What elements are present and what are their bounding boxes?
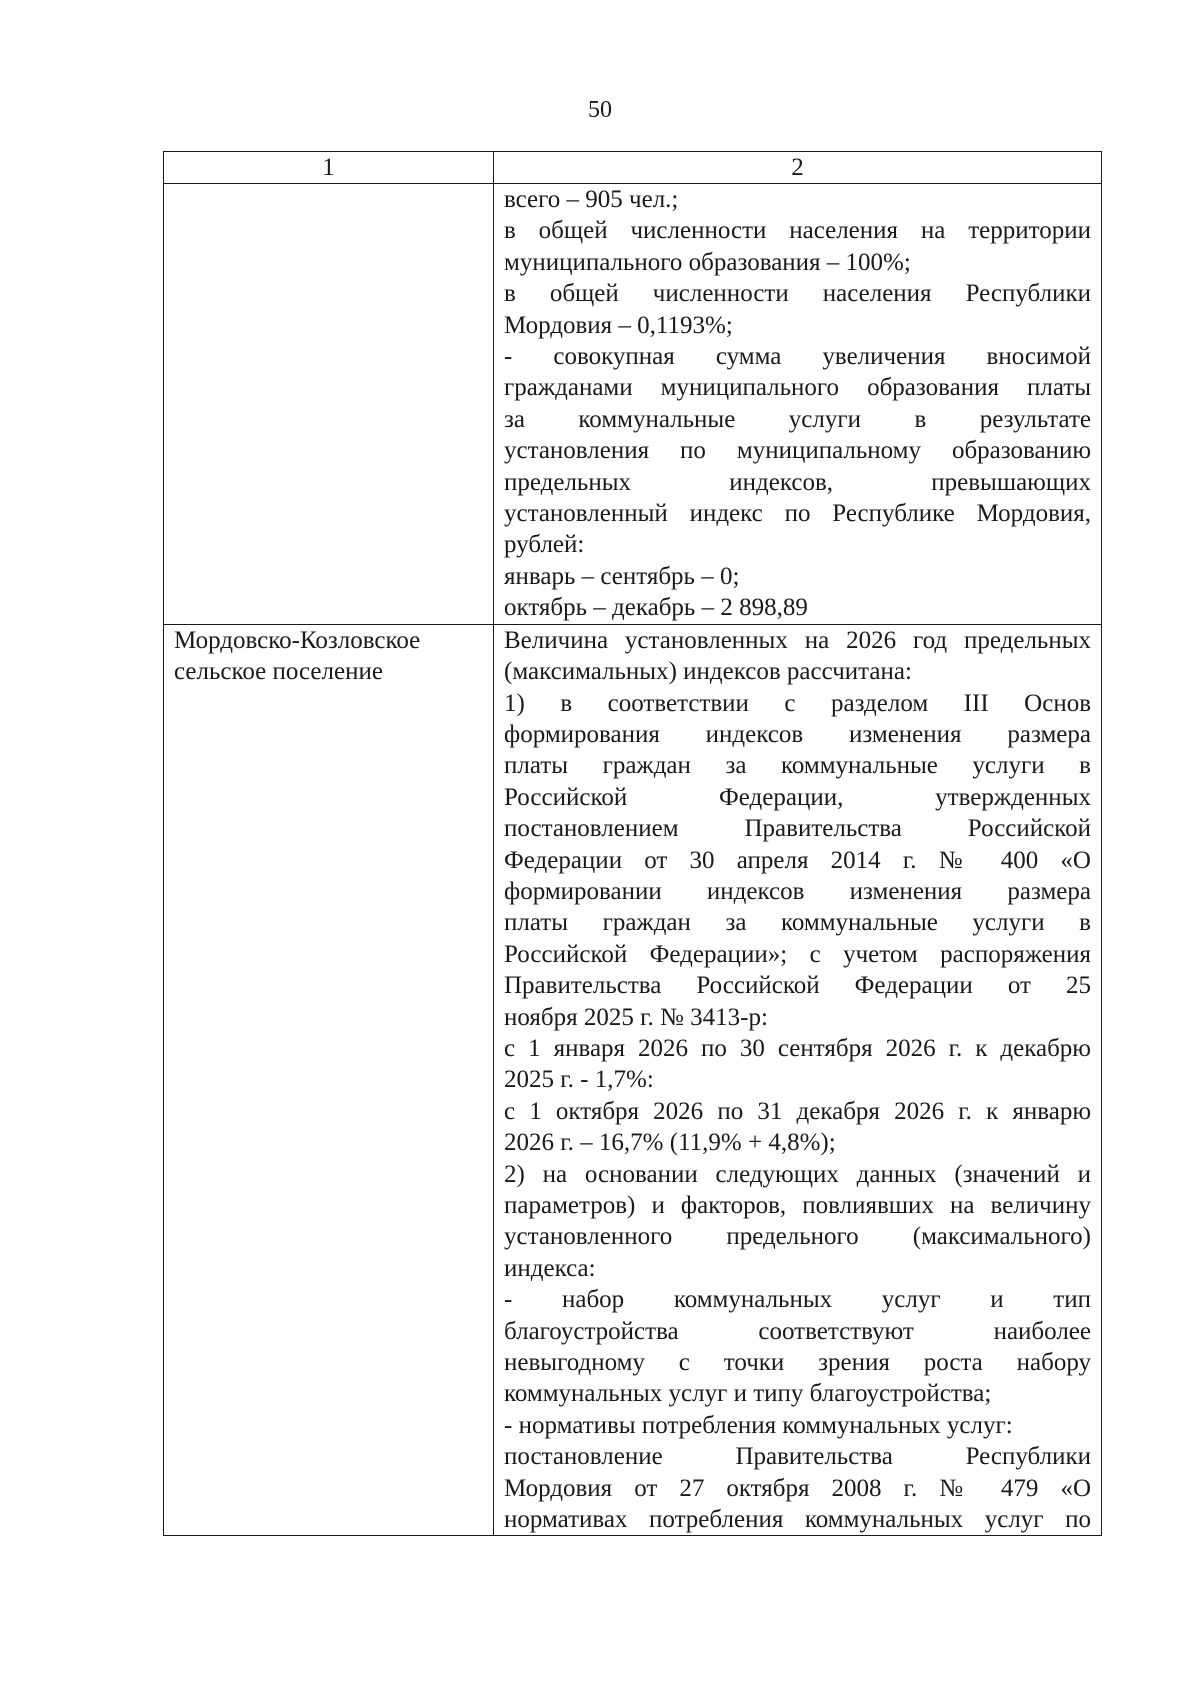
description-line: Мордовия от 27 октября 2008 г. № 479 «О	[504, 1474, 1091, 1502]
description-line: постановлением Правительства Российской	[504, 815, 1091, 843]
description-line: гражданами муниципального образования платы	[504, 374, 1091, 402]
table-row	[164, 624, 1102, 1536]
description-line: платы граждан за коммунальные услуги в	[504, 752, 1091, 780]
municipality-cell	[164, 184, 494, 625]
data-table	[163, 151, 1102, 1536]
description-cell	[494, 624, 1102, 1536]
description-line: Российской Федерации»; с учетом распоряжения	[504, 940, 1091, 968]
description-line: индекса:	[504, 1254, 596, 1282]
table-row	[164, 184, 1102, 625]
description-line: коммунальных услуг и типу благоустройства;	[504, 1380, 992, 1408]
description-line: - набор коммунальных услуг и тип	[504, 1286, 1091, 1314]
description-cell	[494, 184, 1102, 625]
description-line: формирования индексов изменения размера	[504, 720, 1091, 748]
description-line: благоустройства соответствуют наиболее	[504, 1317, 1091, 1345]
description-line: всего – 905 чел.;	[504, 186, 679, 213]
municipality-cell	[164, 624, 494, 1536]
description-line: установления по муниципальному образованию	[504, 437, 1091, 465]
description-line: платы граждан за коммунальные услуги в	[504, 909, 1091, 937]
description-line: Правительства Российской Федерации от 25	[504, 972, 1091, 1000]
description-line: - совокупная сумма увеличения вносимой	[504, 343, 1091, 371]
table-header-row	[164, 152, 1102, 184]
description-line: за коммунальные услуги в результате	[504, 405, 1091, 433]
description-line: в общей численности населения на территории	[504, 217, 1091, 245]
municipality-name-line: Мордовско-Козловское	[174, 626, 421, 654]
description-line: в общей численности населения Республики	[504, 280, 1091, 308]
description-line: невыгодному с точки зрения роста набору	[504, 1349, 1091, 1377]
description-line: 2) на основании следующих данных (значений и	[504, 1160, 1091, 1188]
description-line: 2026 г. – 16,7% (11,9% + 4,8%);	[504, 1129, 836, 1157]
column-header-2: 2	[494, 152, 1102, 184]
table-body	[164, 152, 1102, 1536]
description-line: постановление Правительства Республики	[504, 1443, 1091, 1471]
column-header-1: 1	[164, 152, 494, 184]
description-line: с 1 января 2026 по 30 сентября 2026 г. к декабрю	[504, 1034, 1091, 1062]
description-line: установленный индекс по Республике Мордовия,	[504, 500, 1091, 528]
description-line: Мордовия – 0,1193%;	[504, 311, 733, 339]
description-line: - нормативы потребления коммунальных услуг:	[504, 1411, 1013, 1439]
description-line: октябрь – декабрь – 2 898,89	[504, 594, 808, 622]
description-line: установленного предельного (максимального)	[504, 1223, 1091, 1251]
page-number: 50	[588, 97, 612, 123]
description-line: рублей:	[504, 531, 585, 559]
description-line: параметров) и факторов, повлиявших на величину	[504, 1192, 1091, 1219]
description-line: ноября 2025 г. № 3413-р:	[504, 1003, 768, 1031]
description-line: муниципального образования – 100%;	[504, 248, 911, 276]
description-line: 2025 г. - 1,7%:	[504, 1066, 654, 1094]
description-line: Величина установленных на 2026 год предельных	[504, 626, 1091, 654]
description-line: с 1 октября 2026 по 31 декабря 2026 г. к январю	[504, 1097, 1091, 1125]
description-line: формировании индексов изменения размера	[504, 877, 1091, 905]
description-line: (максимальных) индексов рассчитана:	[504, 658, 912, 686]
description-line: Российской Федерации, утвержденных	[504, 783, 1091, 811]
description-line: нормативах потребления коммунальных услуг по	[504, 1506, 1091, 1534]
description-line: предельных индексов, превышающих	[504, 468, 1091, 496]
municipality-name-line: сельское поселение	[174, 658, 383, 686]
description-line: январь – сентябрь – 0;	[504, 562, 740, 590]
description-line: Федерации от 30 апреля 2014 г. № 400 «О	[504, 846, 1091, 874]
description-line: 1) в соответствии с разделом III Основ	[504, 689, 1091, 717]
